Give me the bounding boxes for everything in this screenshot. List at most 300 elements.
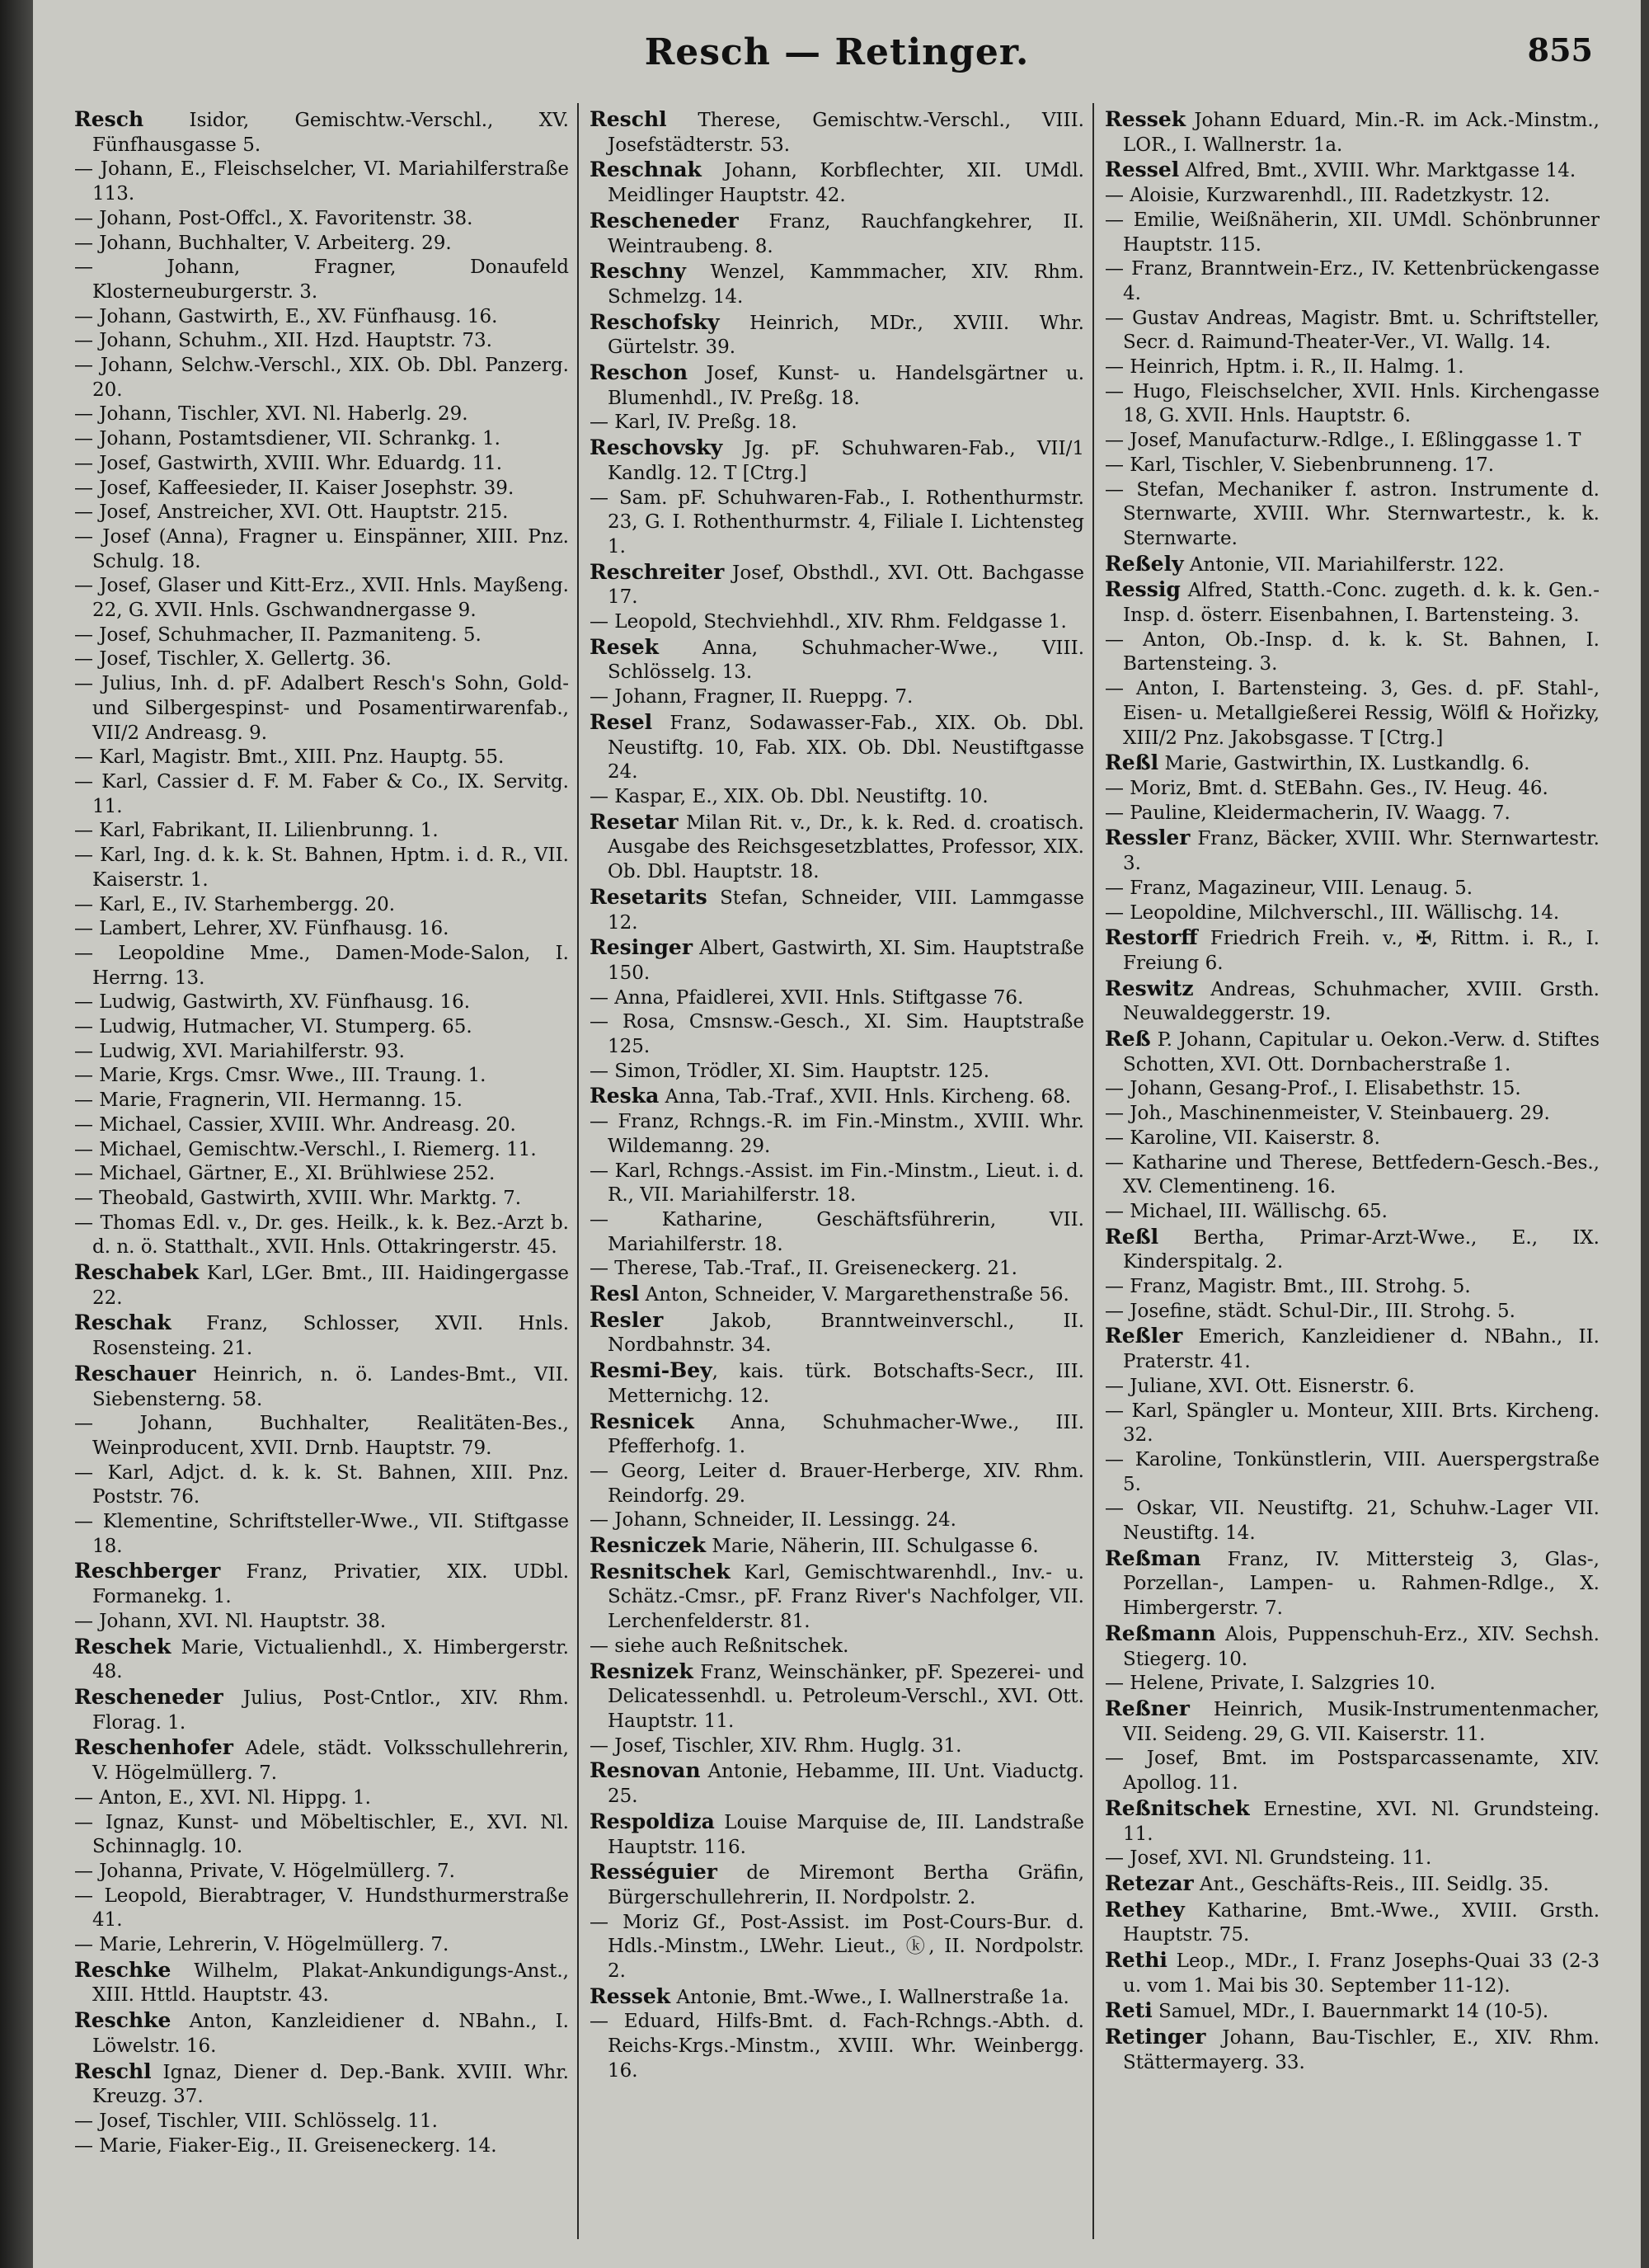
- directory-entry: [590, 411, 1084, 435]
- directory-entry: [1105, 1448, 1600, 1497]
- directory-entry: [74, 893, 569, 918]
- directory-entry: [74, 672, 569, 746]
- directory-entry: [590, 935, 1084, 986]
- directory-entry: [74, 107, 569, 158]
- directory-entry: [74, 574, 569, 623]
- entry-text: — Karl, Rchngs.-Assist. im Fin.-Minstm., Lieut. i. d. R., VII. Mariahilferstr. 18.: [590, 1160, 1084, 1207]
- directory-entry: [74, 1187, 569, 1212]
- entry-surname: Resel: [590, 709, 653, 734]
- entry-surname: Restorff: [1105, 925, 1198, 950]
- entry-text: Ant., Geschäfts-Reis., III. Seidlg. 35.: [1193, 1873, 1549, 1895]
- entry-text: — Karl, Fabrikant, II. Lilienbrunng. 1.: [74, 820, 439, 842]
- directory-entry: [590, 560, 1084, 610]
- entry-surname: Reßl: [1105, 751, 1159, 775]
- directory-entry: [74, 1040, 569, 1065]
- directory-entry: [590, 986, 1084, 1011]
- directory-entry: [74, 525, 569, 574]
- entry-text: — Juliane, XVI. Ott. Eisnerstr. 6.: [1105, 1375, 1415, 1397]
- directory-entry: [74, 158, 569, 206]
- entry-text: Anna, Schuhmacher-Wwe., III. Pfefferhofg. 1.: [608, 1411, 1084, 1458]
- entry-text: Heinrich, Musik-Instrumentenmacher, VII. Seideng. 29, G. VII. Kaiserstr. 11.: [1123, 1699, 1600, 1745]
- directory-entry: [74, 427, 569, 452]
- directory-entry: [1105, 307, 1600, 355]
- entry-text: — Ludwig, Gastwirth, XV. Fünfhausg. 16.: [74, 991, 471, 1014]
- entry-surname: Ressek: [1105, 107, 1186, 131]
- entry-text: — Marie, Lehrerin, V. Högelmüllerg. 7.: [74, 1934, 449, 1956]
- directory-entry: [590, 259, 1084, 309]
- directory-entry: [1105, 1497, 1600, 1546]
- entry-text: Katharine, Bmt.-Wwe., XVIII. Grsth. Hauptstr. 75.: [1123, 1899, 1600, 1946]
- entry-surname: Reßl: [1105, 1224, 1159, 1249]
- directory-entry: [74, 452, 569, 477]
- entry-surname: Reschauer: [74, 1361, 196, 1386]
- entry-surname: Reschofsky: [590, 309, 720, 334]
- directory-entry: [74, 1064, 569, 1089]
- entry-surname: Reschke: [74, 2008, 171, 2033]
- entry-text: — Michael, Gärtner, E., XI. Brühlwiese 252.: [74, 1163, 496, 1185]
- directory-entry: [590, 1860, 1084, 1910]
- entry-text: Anna, Tab.-Traf., XVII. Hnls. Kircheng. 68.: [659, 1086, 1072, 1108]
- entry-text: Marie, Victualienhdl., X. Himbergerstr. 48.: [92, 1636, 569, 1683]
- directory-entry: [590, 1758, 1084, 1809]
- directory-entry: [1105, 1102, 1600, 1127]
- entry-text: Friedrich Freih. v., ✠, Rittm. i. R., I. Freiung 6.: [1123, 928, 1600, 974]
- directory-entry: [590, 635, 1084, 685]
- entry-surname: Reschl: [590, 107, 667, 131]
- directory-entry: [74, 1860, 569, 1885]
- entry-surname: Resnicek: [590, 1409, 694, 1433]
- entry-text: Johann, Korbflechter, XII. UMdl. Meidlinger Hauptstr. 42.: [608, 160, 1084, 207]
- directory-entry: [590, 1560, 1084, 1635]
- directory-entry: [1105, 1077, 1600, 1102]
- directory-entry: [74, 942, 569, 990]
- entry-text: — Johann, Schneider, II. Lessingg. 24.: [590, 1509, 956, 1532]
- entry-text: Wenzel, Kammmacher, XIV. Rhm. Schmelzg. 14.: [608, 261, 1084, 308]
- directory-entry: [74, 1162, 569, 1187]
- entry-surname: Resetarits: [590, 884, 707, 909]
- entry-text: — Leopold, Bierabtrager, V. Hundsthurmerstraße 41.: [74, 1885, 569, 1932]
- entry-surname: Reschnak: [590, 158, 702, 182]
- directory-entry: [74, 917, 569, 942]
- entry-text: — Anton, Ob.-Insp. d. k. k. St. Bahnen, I. Bartensteing. 3.: [1105, 628, 1600, 675]
- directory-entry: [1105, 1796, 1600, 1847]
- entry-surname: Rescheneder: [74, 1685, 223, 1709]
- entry-text: — Michael, III. Wällischg. 65.: [1105, 1200, 1388, 1222]
- entry-text: Franz, Privatier, XIX. UDbl. Formanekg. 1.: [92, 1561, 569, 1608]
- directory-entry: [590, 1635, 1084, 1659]
- directory-entry: [74, 477, 569, 501]
- entry-text: — Michael, Cassier, XVIII. Whr. Andreasg. 20.: [74, 1113, 516, 1136]
- directory-entry: [1105, 1275, 1600, 1300]
- entry-text: — Ludwig, Hutmacher, VI. Stumperg. 65.: [74, 1016, 472, 1038]
- entry-text: — Johann, XVI. Nl. Hauptstr. 38.: [74, 1610, 387, 1632]
- entry-text: Samuel, MDr., I. Bauernmarkt 14 (10-5).: [1152, 2001, 1549, 2023]
- directory-entry: [1105, 826, 1600, 876]
- entry-text: — Julius, Inh. d. pF. Adalbert Resch's Sohn, Gold- und Silbergespinst- und Posamentirwarenfab., VII/2 Andreasg. 9.: [74, 673, 569, 744]
- entry-text: — Johann, Postamtsdiener, VII. Schrankg. 1.: [74, 428, 500, 450]
- entry-text: Ignaz, Diener d. Dep.-Bank. XVIII. Whr. Kreuzg. 37.: [92, 2061, 569, 2108]
- directory-entry: [1105, 2025, 1600, 2075]
- entry-text: — Josef, Tischler, XIV. Rhm. Huglg. 31.: [590, 1734, 962, 1757]
- entry-text: — Ludwig, XVI. Mariahilferstr. 93.: [74, 1040, 405, 1062]
- entry-text: — Johann, Tischler, XVI. Nl. Haberlg. 29.: [74, 403, 468, 426]
- directory-entry: [1105, 802, 1600, 826]
- directory-entry: [74, 1610, 569, 1635]
- entry-text: Ernestine, XVI. Nl. Grundsteing. 11.: [1123, 1798, 1600, 1845]
- entry-text: Stefan, Schneider, VIII. Lammgasse 12.: [608, 887, 1084, 934]
- entry-text: Jg. pF. Schuhwaren-Fab., VII/1 Kandlg. 12. T [Ctrg.]: [608, 438, 1084, 484]
- directory-entry: [74, 1260, 569, 1310]
- entry-text: — Georg, Leiter d. Brauer-Herberge, XIV. Rhm. Reindorfg. 29.: [590, 1460, 1084, 1507]
- directory-entry: [590, 1984, 1084, 2011]
- entry-text: — Josef, Manufacturw.-Rdlge., I. Eßlinggasse 1. T: [1105, 430, 1581, 452]
- entry-text: — Leopoldine, Milchverschl., III. Wällischg. 14.: [1105, 901, 1560, 924]
- directory-entry: [74, 623, 569, 648]
- entry-text: Heinrich, n. ö. Landes-Bmt., VII. Siebensterng. 58.: [92, 1363, 569, 1410]
- entry-text: Johann, Bau-Tischler, E., XIV. Rhm. Stättermayerg. 33.: [1123, 2027, 1600, 2073]
- book-gutter-edge: [0, 0, 33, 2268]
- entry-surname: Reswitz: [1105, 976, 1194, 1000]
- entry-text: — Aloisie, Kurzwarenhdl., III. Radetzkystr. 12.: [1105, 185, 1550, 207]
- directory-entry: [590, 1308, 1084, 1358]
- directory-entry: [74, 232, 569, 256]
- entry-surname: Reschak: [74, 1310, 171, 1335]
- entry-surname: Reschreiter: [590, 559, 725, 584]
- entry-text: — Ignaz, Kunst- und Möbeltischler, E., XVI. Nl. Schinnaglg. 10.: [74, 1811, 569, 1858]
- entry-text: — Johann, Post-Offcl., X. Favoritenstr. 38.: [74, 207, 473, 229]
- directory-entry: [74, 819, 569, 844]
- directory-entry: [590, 1659, 1084, 1734]
- entry-text: — Heinrich, Hptm. i. R., II. Halmg. 1.: [1105, 356, 1464, 379]
- directory-entry: [1105, 1898, 1600, 1948]
- page-header: [33, 31, 1641, 81]
- entry-text: — Anna, Pfaidlerei, XVII. Hnls. Stiftgasse 76.: [590, 986, 1024, 1009]
- directory-entry: [1105, 478, 1600, 552]
- directory-entry: [74, 1212, 569, 1260]
- entry-surname: Resnovan: [590, 1758, 701, 1783]
- entry-text: — Karl, Spängler u. Monteur, XIII. Brts. Kircheng. 32.: [1105, 1400, 1600, 1447]
- directory-entry: [590, 810, 1084, 885]
- entry-surname: Resinger: [590, 935, 693, 960]
- entry-text: — Josef, Glaser und Kitt-Erz., XVII. Hnls. Mayßeng. 22, G. XVII. Hnls. Gschwandnergasse 9.: [74, 575, 569, 622]
- directory-entry: [1105, 1747, 1600, 1795]
- entry-text: , kais. türk. Botschafts-Secr., III. Metternichg. 12.: [608, 1361, 1084, 1407]
- entry-text: Therese, Gemischtw.-Verschl., VIII. Josefstädterstr. 53.: [608, 110, 1084, 156]
- entry-text: — Josef (Anna), Fragner u. Einspänner, XIII. Pnz. Schulg. 18.: [74, 525, 569, 572]
- entry-surname: Reschenhofer: [74, 1735, 233, 1760]
- directory-entry: [590, 1060, 1084, 1085]
- directory-column-3: [1105, 107, 1600, 2252]
- entry-text: — Gustav Andreas, Magistr. Bmt. u. Schriftsteller, Secr. d. Raimund-Theater-Ver., VI. Wallg. 14.: [1105, 307, 1600, 354]
- directory-entry: [1105, 1375, 1600, 1400]
- entry-text: — Marie, Fragnerin, VII. Hermanng. 15.: [74, 1089, 463, 1112]
- entry-text: — Josef, Schuhmacher, II. Pazmaniteng. 5.: [74, 623, 482, 646]
- directory-entry: [1105, 677, 1600, 751]
- entry-text: — Karl, Cassier d. F. M. Faber & Co., IX. Servitg. 11.: [74, 770, 569, 817]
- directory-entry: [74, 402, 569, 427]
- entry-text: — Stefan, Mechaniker f. astron. Instrumente d. Sternwarte, XVIII. Whr. Sternwartestr., k. k. Sternwarte.: [1105, 478, 1600, 549]
- entry-text: — Helene, Private, I. Salzgries 10.: [1105, 1673, 1436, 1695]
- directory-entry: [1105, 1621, 1600, 1672]
- directory-entry: [74, 1735, 569, 1786]
- entry-text: Bertha, Primar-Arzt-Wwe., E., IX. Kinderspitalg. 2.: [1123, 1226, 1600, 1273]
- directory-entry: [1105, 107, 1600, 158]
- entry-text: — Karl, Adjct. d. k. k. St. Bahnen, XIII. Pnz. Poststr. 76.: [74, 1461, 569, 1508]
- entry-text: — Moriz, Bmt. d. StEBahn. Ges., IV. Heug. 46.: [1105, 777, 1548, 799]
- directory-entry: [74, 1786, 569, 1811]
- entry-text: Josef, Kunst- u. Handelsgärtner u. Blumenhdl., IV. Preßg. 18.: [608, 363, 1084, 409]
- directory-entry: [74, 770, 569, 819]
- entry-text: — Hugo, Fleischselcher, XVII. Hnls. Kirchengasse 18, G. XVII. Hnls. Hauptstr. 6.: [1105, 380, 1600, 427]
- entry-text: — Karl, Magistr. Bmt., XIII. Pnz. Hauptg. 55.: [74, 746, 505, 769]
- entry-text: — Karl, IV. Preßg. 18.: [590, 412, 797, 434]
- directory-entry: [1105, 1225, 1600, 1275]
- directory-entry: [1105, 976, 1600, 1027]
- entry-text: Anton, Schneider, V. Margarethenstraße 56.: [639, 1284, 1069, 1306]
- directory-page: [33, 0, 1641, 2268]
- directory-entry: [74, 1933, 569, 1958]
- entry-text: Julius, Post-Cntlor., XIV. Rhm. Florag. 1.: [92, 1687, 569, 1734]
- entry-surname: Rescheneder: [590, 208, 739, 233]
- entry-text: Franz, Schlosser, XVII. Hnls. Rosensteing. 21.: [92, 1313, 569, 1360]
- entry-text: — Johann, Fragner, Donaufeld Klosterneuburgerstr. 3.: [74, 256, 569, 303]
- directory-entry: [590, 1911, 1084, 1984]
- entry-text: — Johann, Gesang-Prof., I. Elisabethstr. 15.: [1105, 1078, 1521, 1100]
- entry-text: — Johann, Buchhalter, V. Arbeiterg. 29.: [74, 232, 452, 254]
- entry-text: — Karoline, VII. Kaiserstr. 8.: [1105, 1127, 1380, 1149]
- directory-entry: [1105, 429, 1600, 454]
- entry-surname: Reschek: [74, 1634, 171, 1659]
- directory-entry: [74, 844, 569, 892]
- entry-surname: Retinger: [1105, 2025, 1206, 2049]
- directory-entry: [590, 685, 1084, 710]
- entry-text: — Johanna, Private, V. Högelmüllerg. 7.: [74, 1860, 455, 1882]
- directory-entry: [74, 1015, 569, 1040]
- entry-text: Albert, Gastwirth, XI. Sim. Hauptstraße 150.: [608, 938, 1084, 984]
- entry-surname: Ressler: [1105, 826, 1191, 850]
- entry-text: Franz, Rauchfangkehrer, II. Weintraubeng. 8.: [608, 210, 1084, 257]
- directory-entry: [74, 1113, 569, 1138]
- directory-entry: [1105, 209, 1600, 257]
- entry-surname: Resnizek: [590, 1659, 693, 1683]
- entry-surname: Reß: [1105, 1027, 1151, 1052]
- entry-text: — Therese, Tab.-Traf., II. Greiseneckerg. 21.: [590, 1258, 1017, 1280]
- directory-entry: [1105, 577, 1600, 628]
- entry-surname: Ressel: [1105, 158, 1180, 182]
- directory-entry: [74, 1510, 569, 1559]
- entry-surname: Reßner: [1105, 1696, 1190, 1720]
- entry-surname: Resnitschek: [590, 1559, 731, 1583]
- entry-text: — Leopold, Stechviehhdl., XIV. Rhm. Feldgasse 1.: [590, 611, 1067, 633]
- entry-text: — Katharine und Therese, Bettfedern-Gesch.-Bes., XV. Clementineng. 16.: [1105, 1151, 1600, 1198]
- entry-text: — Karl, Ing. d. k. k. St. Bahnen, Hptm. i. d. R., VII. Kaiserstr. 1.: [74, 845, 569, 891]
- entry-text: Emerich, Kanzleidiener d. NBahn., II. Praterstr. 41.: [1123, 1326, 1600, 1373]
- entry-text: — Josef, Tischler, X. Gellertg. 36.: [74, 648, 392, 671]
- directory-column-2: [590, 107, 1084, 2252]
- entry-text: — siehe auch Reßnitschek.: [590, 1635, 849, 1657]
- entry-text: — Josef, Bmt. im Postsparcassenamte, XIV. Apollog. 11.: [1105, 1748, 1600, 1795]
- entry-text: Adele, städt. Volksschullehrerin, V. Högelmüllerg. 7.: [92, 1738, 569, 1785]
- entry-surname: Reschl: [74, 2059, 152, 2083]
- directory-entry: [74, 1635, 569, 1685]
- directory-entry: [74, 990, 569, 1015]
- directory-entry: [590, 487, 1084, 560]
- directory-entry: [1105, 380, 1600, 429]
- entry-text: Andreas, Schuhmacher, XVIII. Grsth. Neuwaldeggerstr. 19.: [1123, 978, 1600, 1025]
- entry-text: — Emilie, Weißnäherin, XII. UMdl. Schönbrunner Hauptstr. 115.: [1105, 209, 1600, 256]
- directory-entry: [590, 610, 1084, 635]
- directory-entry: [74, 2134, 569, 2159]
- entry-text: — Franz, Branntwein-Erz., IV. Kettenbrückengasse 4.: [1105, 258, 1600, 304]
- directory-entry: [74, 2059, 569, 2110]
- entry-text: Milan Rit. v., Dr., k. k. Red. d. croatisch. Ausgabe des Reichsgesetzblattes, Professor, XIX. Ob. Dbl. Hauptstr. 18.: [608, 812, 1084, 883]
- entry-text: Anna, Schuhmacher-Wwe., VIII. Schlösselg. 13.: [608, 637, 1084, 684]
- entry-surname: Resniczek: [590, 1533, 707, 1558]
- entry-text: — Pauline, Kleidermacherin, IV. Waagg. 7.: [1105, 802, 1510, 824]
- entry-surname: Resl: [590, 1282, 640, 1306]
- column-rule: [577, 103, 579, 2239]
- entry-surname: Reschny: [590, 259, 686, 284]
- directory-entry: [74, 256, 569, 304]
- directory-entry: [74, 1089, 569, 1113]
- column-rule: [1092, 103, 1094, 2239]
- directory-entry: [1105, 1300, 1600, 1325]
- entry-text: — Michael, Gemischtw.-Verschl., I. Riemerg. 11.: [74, 1138, 537, 1160]
- entry-surname: Ressig: [1105, 577, 1181, 602]
- entry-text: Antonie, Bmt.-Wwe., I. Wallnerstraße 1a.: [670, 1986, 1069, 2008]
- entry-text: Alfred, Bmt., XVIII. Whr. Marktgasse 14.: [1179, 160, 1576, 182]
- entry-text: de Miremont Bertha Gräfin, Bürgerschullehrerin, II. Nordpolstr. 2.: [608, 1862, 1084, 1908]
- entry-text: Antonie, VII. Mariahilferstr. 122.: [1183, 553, 1505, 576]
- entry-surname: Rethi: [1105, 1948, 1167, 1973]
- entry-text: — Josef, Anstreicher, XVI. Ott. Hauptstr. 215.: [74, 501, 509, 524]
- entry-text: Alfred, Statth.-Conc. zugeth. d. k. k. Gen.-Insp. d. österr. Eisenbahnen, I. Bartensteing. 3.: [1123, 580, 1600, 627]
- entry-surname: Reschovsky: [590, 435, 723, 460]
- entry-text: — Marie, Fiaker-Eig., II. Greiseneckerg. 14.: [74, 2134, 497, 2157]
- entry-surname: Resch: [74, 107, 144, 131]
- entry-text: Wilhelm, Plakat-Ankundigungs-Anst., XIII. Httld. Hauptstr. 43.: [92, 1960, 569, 2007]
- entry-text: — Anton, E., XVI. Nl. Hippg. 1.: [74, 1786, 371, 1809]
- directory-entry: [590, 1533, 1084, 1560]
- directory-entry: [74, 746, 569, 770]
- entry-text: — Klementine, Schriftsteller-Wwe., VII. Stiftgasse 18.: [74, 1511, 569, 1557]
- entry-text: — Theobald, Gastwirth, XVIII. Whr. Marktg. 7.: [74, 1187, 522, 1209]
- entry-surname: Rethey: [1105, 1897, 1185, 1922]
- entry-text: — Franz, Magistr. Bmt., III. Strohg. 5.: [1105, 1276, 1471, 1298]
- directory-entry: [590, 1257, 1084, 1282]
- entry-text: — Rosa, Cmsnsw.-Gesch., XI. Sim. Hauptstraße 125.: [590, 1011, 1084, 1058]
- entry-text: — Johann, Selchw.-Verschl., XIX. Ob. Dbl. Panzerg. 20.: [74, 355, 569, 401]
- entry-text: Josef, Obsthdl., XVI. Ott. Bachgasse 17.: [608, 562, 1084, 609]
- entry-text: — Josef, XVI. Nl. Grundsteing. 11.: [1105, 1847, 1432, 1870]
- entry-text: — Anton, I. Bartensteing. 3, Ges. d. pF. Stahl-, Eisen- u. Metallgießerei Ressig, Wölfl & Hořizky, XIII/2 Pnz. Jakobsgasse. T [Ctrg.]: [1105, 678, 1600, 749]
- entry-text: — Johann, Gastwirth, E., XV. Fünfhausg. 16.: [74, 305, 498, 327]
- entry-text: — Katharine, Geschäftsführerin, VII. Mariahilferstr. 18.: [590, 1208, 1084, 1255]
- directory-entry: [590, 1409, 1084, 1460]
- directory-entry: [1105, 628, 1600, 677]
- page-number: 855: [1527, 31, 1593, 68]
- entry-surname: Reßler: [1105, 1324, 1183, 1348]
- directory-entry: [1105, 877, 1600, 901]
- directory-entry: [590, 360, 1084, 411]
- entry-surname: Reska: [590, 1084, 660, 1108]
- directory-entry: [74, 207, 569, 232]
- entry-text: Louise Marquise de, III. Landstraße Hauptstr. 116.: [608, 1811, 1084, 1858]
- entry-surname: Resmi-Bey: [590, 1358, 712, 1383]
- directory-entry: [1105, 1546, 1600, 1621]
- directory-entry: [590, 785, 1084, 810]
- directory-entry: [74, 1461, 569, 1510]
- directory-entry: [590, 158, 1084, 208]
- entry-surname: Reßely: [1105, 551, 1184, 576]
- entry-surname: Resetar: [590, 809, 679, 834]
- entry-surname: Resek: [590, 634, 659, 659]
- directory-entry: [74, 501, 569, 525]
- directory-entry: [590, 885, 1084, 935]
- entry-text: Franz, IV. Mittersteig 3, Glas-, Porzellan-, Lampen- u. Rahmen-Rdlge., X. Himbergerstr. 7.: [1123, 1548, 1600, 1620]
- entry-surname: Reschon: [590, 360, 688, 385]
- entry-text: Leop., MDr., I. Franz Josephs-Quai 33 (2-3 u. vom 1. Mai bis 30. September 11-12).: [1123, 1950, 1600, 1997]
- entry-text: — Sam. pF. Schuhwaren-Fab., I. Rothenthurmstr. 23, G. I. Rothenthurmstr. 4, Filiale I. Lichtensteg 1.: [590, 487, 1084, 558]
- entry-text: — Eduard, Hilfs-Bmt. d. Fach-Rchngs.-Abth. d. Reichs-Krgs.-Minstm., XVIII. Whr. Weinbergg. 16.: [590, 2011, 1084, 2082]
- directory-entry: [74, 1559, 569, 1609]
- entry-text: — Johann, Fragner, II. Rueppg. 7.: [590, 686, 914, 708]
- directory-entry: [1105, 1696, 1600, 1747]
- entry-text: — Thomas Edl. v., Dr. ges. Heilk., k. k. Bez.-Arzt b. d. n. ö. Statthalt., XVII. Hnls. Ottakringerstr. 45.: [74, 1212, 569, 1259]
- directory-entry: [1105, 1151, 1600, 1200]
- entry-text: Anton, Kanzleidiener d. NBahn., I. Löwelstr. 16.: [92, 2011, 569, 2057]
- entry-surname: Ressek: [590, 1983, 671, 2008]
- directory-entry: [1105, 355, 1600, 380]
- directory-entry: [1105, 925, 1600, 976]
- directory-entry: [590, 1460, 1084, 1508]
- entry-text: Jakob, Branntweinverschl., II. Nordbahnstr. 34.: [608, 1310, 1084, 1357]
- entry-surname: Reßnitschek: [1105, 1795, 1250, 1820]
- directory-entry: [590, 1358, 1084, 1409]
- directory-entry: [1105, 552, 1600, 578]
- directory-entry: [590, 2010, 1084, 2083]
- directory-entry: [1105, 1672, 1600, 1696]
- entry-text: Johann Eduard, Min.-R. im Ack.-Minstm., LOR., I. Wallnerstr. 1a.: [1123, 110, 1600, 156]
- directory-entry: [74, 1310, 569, 1361]
- directory-entry: [1105, 1127, 1600, 1151]
- directory-entry: [74, 305, 569, 330]
- entry-text: Isidor, Gemischtw.-Verschl., XV. Fünfhausgasse 5.: [92, 110, 569, 156]
- directory-entry: [590, 1508, 1084, 1533]
- entry-text: — Marie, Krgs. Cmsr. Wwe., III. Traung. 1.: [74, 1065, 486, 1087]
- directory-entry: [1105, 751, 1600, 777]
- directory-entry: [590, 1734, 1084, 1759]
- directory-entry: [590, 1084, 1084, 1110]
- entry-text: Antonie, Hebamme, III. Unt. Viaductg. 25.: [608, 1761, 1084, 1808]
- entry-surname: Resler: [590, 1307, 664, 1332]
- directory-entry: [1105, 1847, 1600, 1871]
- entry-text: Karl, Gemischtwarenhdl., Inv.- u. Schätz.-Cmsr., pF. Franz River's Nachfolger, VII. Lerchenfelderstr. 81.: [608, 1561, 1084, 1633]
- entry-text: — Oskar, VII. Neustiftg. 21, Schuhw.-Lager VII. Neustiftg. 14.: [1105, 1498, 1600, 1545]
- directory-entry: [74, 2110, 569, 2134]
- directory-entry: [1105, 454, 1600, 478]
- directory-entry: [1105, 901, 1600, 926]
- entry-text: Franz, Bäcker, XVIII. Whr. Sternwartestr. 3.: [1123, 828, 1600, 875]
- entry-text: — Joh., Maschinenmeister, V. Steinbauerg. 29.: [1105, 1103, 1550, 1125]
- directory-entry: [1105, 257, 1600, 306]
- entry-text: Karl, LGer. Bmt., III. Haidingergasse 22.: [92, 1263, 569, 1309]
- entry-surname: Retezar: [1105, 1870, 1194, 1895]
- entry-text: P. Johann, Capitular u. Oekon.-Verw. d. Stiftes Schotten, XVI. Ott. Dornbacherstraße 1.: [1123, 1029, 1600, 1075]
- entry-surname: Reti: [1105, 1998, 1153, 2023]
- entry-text: Alois, Puppenschuh-Erz., XIV. Sechsh. Stiegerg. 10.: [1123, 1623, 1600, 1670]
- directory-entry: [74, 1138, 569, 1163]
